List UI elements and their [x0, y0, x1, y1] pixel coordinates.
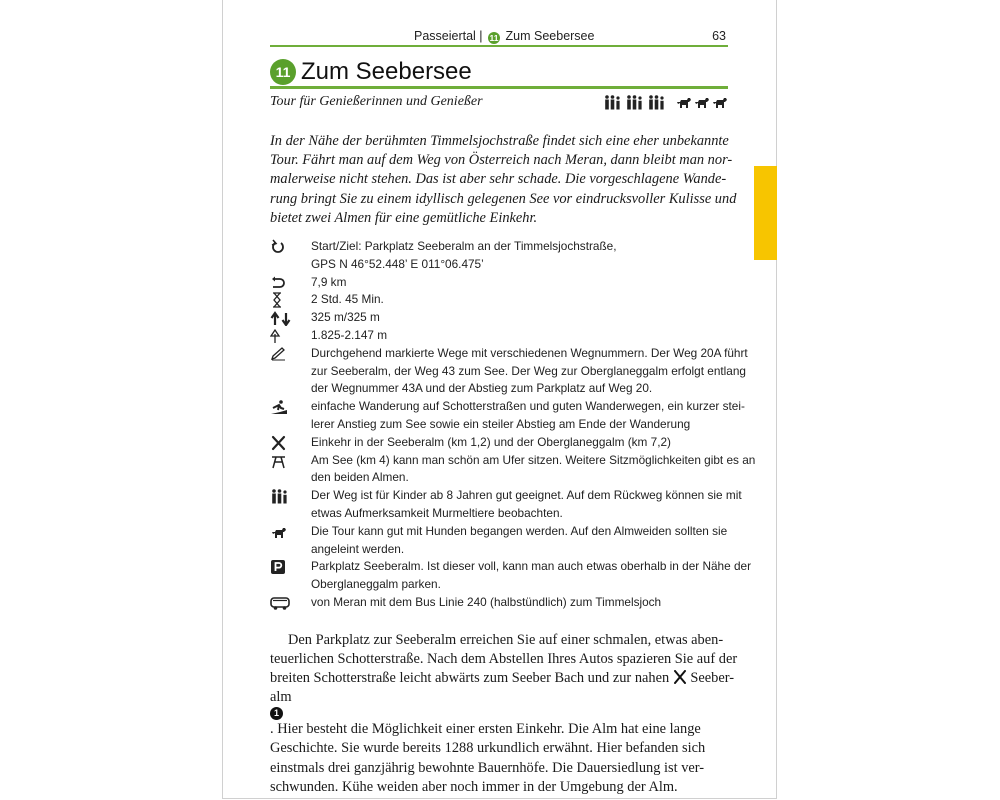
pencil-icon [270, 346, 292, 362]
body-line: Den Parkplatz zur Seeberalm erreichen Sie auf einer schmalen, etwas aben- [288, 632, 724, 648]
info-row-text: von Meran mit dem Bus Linie 240 (halbstündlich) zum Timmelsjoch [311, 594, 662, 609]
bus-icon [270, 595, 292, 611]
family-rating-icon [625, 94, 647, 110]
altitude-icon [270, 328, 292, 344]
intro-line: bietet zwei Almen für eine gemütliche Einkehr. [270, 209, 538, 226]
waypoint-marker: 1 [270, 707, 283, 720]
tour-title-text: Zum Seebersee [301, 58, 472, 85]
header-tour-badge: 11 [489, 33, 499, 43]
tour-title [270, 58, 728, 86]
info-row-text: lerer Anstieg zum See sowie ein steiler Abstieg am Ende der Wanderung [311, 416, 691, 431]
info-row-text: angeleint werden. [311, 541, 405, 556]
header-section: Passeiertal | [414, 29, 483, 43]
chapter-tab-marker [754, 166, 777, 260]
distance-icon [270, 275, 292, 291]
info-row-text: Oberglaneggalm parken. [311, 577, 441, 592]
info-row [270, 523, 730, 559]
body-line-text: breiten Schotterstraße leicht abwärts zum Seeber Bach und zur nahen [270, 670, 670, 687]
info-row [270, 327, 730, 345]
dog-icon [270, 524, 292, 540]
picnic-table-icon [270, 453, 292, 469]
info-row [270, 345, 748, 398]
body-line: schwunden. Kühe weiden aber noch immer in der Umgebung der Alm. [270, 778, 678, 795]
info-row [270, 238, 730, 274]
body-line-text: . Hier besteht die Möglichkeit einer ersten Einkehr. Die Alm hat eine lange [270, 721, 701, 738]
body-line: teuerlichen Schotterstraße. Nach dem Abstellen Ihres Autos spazieren Sie auf der [270, 651, 738, 668]
dog-rating-icon [675, 94, 693, 110]
info-row-text: Parkplatz Seeberalm. Ist dieser voll, kann man auch etwas oberhalb in der Nähe der [311, 559, 751, 574]
loop-arrow-icon [270, 239, 292, 255]
info-row-text: zur Seeberalm, der Weg 43 zum See. Der Weg zur Oberglaneggalm erfolgt entlang [311, 363, 746, 378]
tour-number-badge: 11 [270, 59, 296, 85]
tour-subtitle: Tour für Genießerinnen und Genießer [270, 94, 483, 109]
info-row [270, 309, 730, 327]
info-row-text: 1.825-2.147 m [311, 327, 388, 342]
cutlery-icon [673, 670, 687, 684]
body-line-text: alm [270, 689, 292, 706]
info-row [270, 398, 745, 434]
header-tour-title: Zum Seebersee [505, 29, 595, 43]
body-line [270, 669, 735, 688]
parking-icon [270, 559, 292, 575]
info-row [270, 487, 742, 523]
running-header [270, 29, 728, 45]
info-row [270, 594, 730, 612]
info-row-text: GPS N 46°52.448’ E 011°06.475’ [311, 256, 484, 271]
intro-paragraph [270, 132, 737, 228]
intro-line: Tour. Fährt man auf dem Weg von Österreich nach Meran, dann bleibt man nor- [270, 152, 733, 169]
intro-line: In der Nähe der berühmten Timmelsjochstraße findet sich eine eher unbekannte [270, 133, 729, 149]
family-icon [270, 488, 292, 504]
info-row-text: Am See (km 4) kann man schön am Ufer sitzen. Weitere Sitzmöglichkeiten gibt es an [311, 452, 756, 467]
info-row-text: den beiden Almen. [311, 470, 409, 485]
title-rule [270, 86, 728, 89]
body-line-text: Seeber- [686, 670, 735, 687]
body-line [270, 688, 730, 739]
info-row-text: Der Weg ist für Kinder ab 8 Jahren gut geeignet. Auf dem Rückweg können sie mit [311, 488, 742, 503]
body-line: Geschichte. Sie wurde bereits 1288 urkundlich erwähnt. Hier befanden sich [270, 740, 706, 757]
info-row-text: Einkehr in der Seeberalm (km 1,2) und der Oberglaneggalm (km 7,2) [311, 434, 671, 449]
family-rating-icon [647, 94, 669, 110]
hourglass-icon [270, 292, 292, 308]
running-header-title [414, 29, 594, 44]
info-row-text: Start/Ziel: Parkplatz Seeberalm an der Timmelsjochstraße, [311, 239, 617, 253]
rating-icons [603, 94, 729, 110]
family-rating-icon [603, 94, 625, 110]
dog-rating-icon [693, 94, 711, 110]
header-rule [270, 45, 728, 47]
info-row-text: Durchgehend markierte Wege mit verschiedenen Wegnummern. Der Weg 20A führt [311, 345, 748, 360]
info-row [270, 274, 730, 292]
info-row [270, 434, 730, 452]
ascent-descent-icon [270, 310, 292, 326]
body-paragraph [270, 631, 738, 797]
info-row-text: der Wegnummer 43A und der Abstieg zum Parkplatz auf Weg 20. [311, 381, 653, 396]
info-row [270, 452, 756, 488]
info-row-text: Die Tour kann gut mit Hunden begangen werden. Auf den Almweiden sollten sie [311, 523, 728, 538]
info-row-text: 2 Std. 45 Min. [311, 292, 384, 307]
intro-line: malerweise nicht stehen. Das ist aber sehr schade. Die vorgeschlagene Wande- [270, 171, 727, 188]
body-line: einstmals drei ganzjährig bewohnte Bauernhöfe. Die Dauersiedlung ist ver- [270, 759, 705, 776]
info-row [270, 558, 751, 594]
info-row-text: einfache Wanderung auf Schotterstraßen und guten Wanderwegen, ein kurzer stei- [311, 399, 745, 414]
page-number: 63 [712, 29, 726, 43]
info-row-text: etwas Aufmerksamkeit Murmeltiere beobachten. [311, 505, 563, 520]
hiker-icon [270, 399, 292, 415]
intro-line: rung bringt Sie zu einem idyllisch gelegenen See vor eindrucksvoller Kulisse und [270, 190, 737, 207]
dog-rating-icon [711, 94, 729, 110]
info-row-text: 325 m/325 m [311, 310, 380, 325]
info-row [270, 291, 730, 309]
tour-info-list [270, 238, 756, 612]
info-row-text: 7,9 km [311, 274, 347, 289]
cutlery-icon [270, 435, 292, 451]
